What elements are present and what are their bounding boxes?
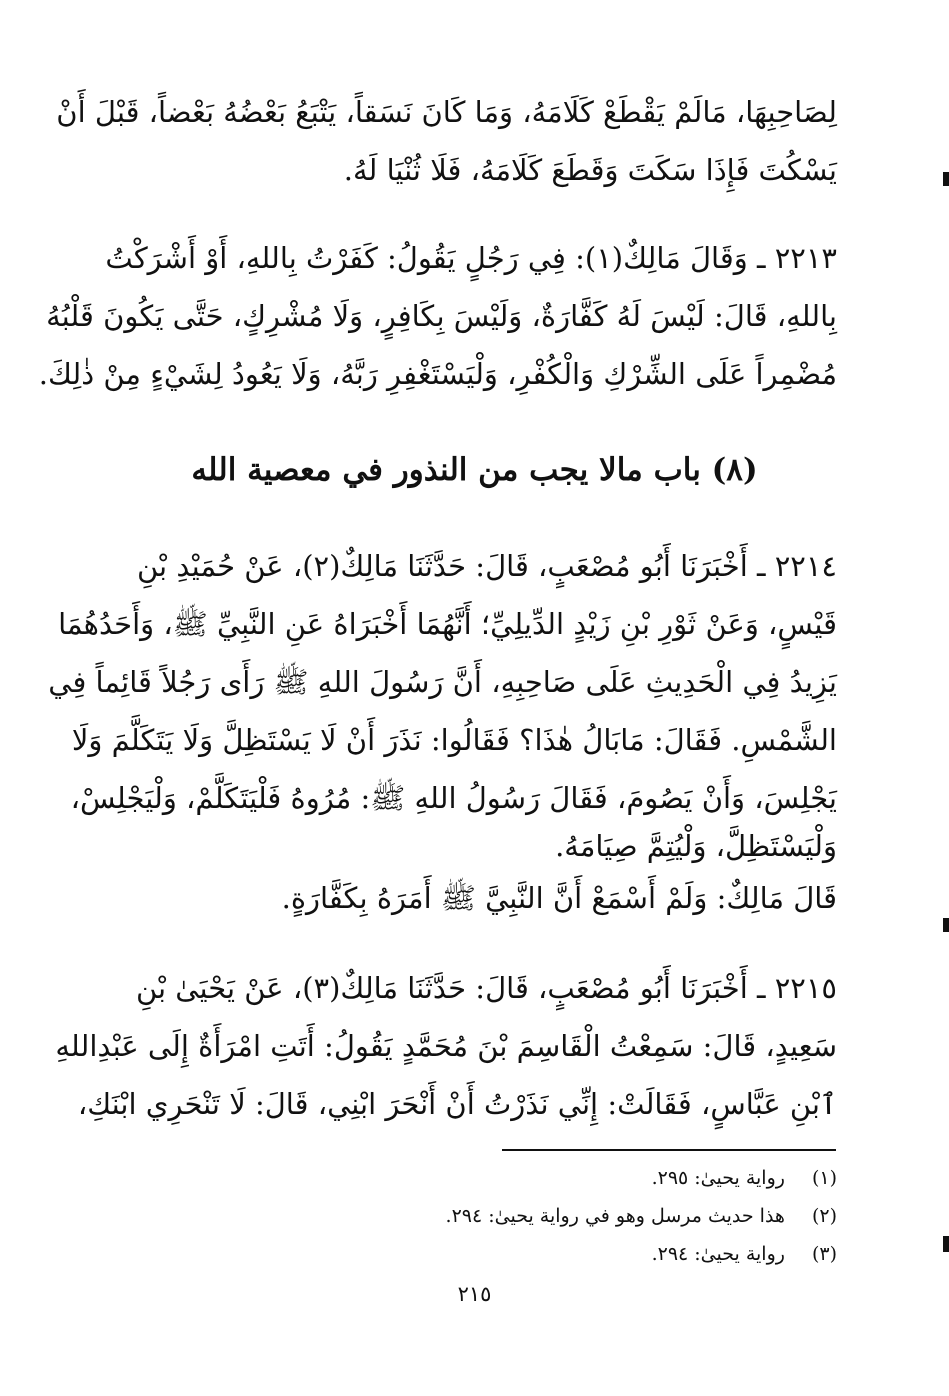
- body-line: قَالَ مَالِكٌ: وَلَمْ أَسْمَعْ أَنَّ النَّبِيَّ ﷺ أَمَرَهُ بِكَفَّارَةٍ.: [281, 881, 837, 915]
- body-line: وَلْيَسْتَظِلَّ، وَلْيُتِمَّ صِيَامَهُ.: [555, 829, 837, 863]
- body-line: يَزِيدُ فِي الْحَدِيثِ عَلَى صَاحِبِهِ، أَنَّ رَسُولَ اللهِ ﷺ رَأَى رَجُلاً قَائِماً فِي: [48, 665, 837, 699]
- body-line: قَيْسٍ، وَعَنْ ثَوْرِ بْنِ زَيْدٍ الدِّيلِيِّ؛ أَنَّهُمَا أَخْبَرَاهُ عَنِ النَّبِيِّ ﷺ، وَأَحَدُهُمَا: [58, 607, 837, 641]
- body-line: ٢٢١٤ ـ أَخْبَرَنَا أَبُو مُصْعَبٍ، قَالَ: حَدَّثَنَا مَالِكٌ(٢)، عَنْ حُمَيْدِ بْنِ: [136, 549, 837, 583]
- footnote-number: (٢): [811, 1205, 837, 1227]
- footnote-text: هذا حديث مرسل وهو في رواية يحيىٰ: ٢٩٤.: [445, 1205, 785, 1227]
- body-line: ٢٢١٥ ـ أَخْبَرَنَا أَبُو مُصْعَبٍ، قَالَ: حَدَّثَنَا مَالِكٌ(٣)، عَنْ يَحْيَىٰ بْنِ: [135, 971, 837, 1005]
- footnote: [121, 1236, 837, 1272]
- body-line: يَسْكُتَ فَإِذَا سَكَتَ وَقَطَعَ كَلَامَهُ، فَلَا ثُنْيَا لَهُ.: [343, 153, 837, 187]
- scan-edge-mark: [943, 918, 949, 932]
- body-line: مُضْمِراً عَلَى الشِّرْكِ وَالْكُفْرِ، وَلْيَسْتَغْفِرِ رَبَّهُ، وَلَا يَعُودُ لِشَيْءٍ مِنْ ذٰلِكَ.: [38, 357, 837, 391]
- footnote-text: رواية يحيىٰ: ٢٩٥.: [651, 1167, 785, 1189]
- footnote-text: رواية يحيىٰ: ٢٩٤.: [651, 1243, 785, 1265]
- footnote: [121, 1198, 837, 1234]
- scan-edge-mark: [943, 172, 949, 186]
- body-line: الشَّمْسِ. فَقَالَ: مَابَالُ هٰذَا؟ فَقَالُوا: نَذَرَ أَنْ لَا يَسْتَظِلَّ وَلَا يَتَكَلَّمَ وَلَا: [71, 723, 837, 757]
- body-line: لِصَاحِبِهَا، مَالَمْ يَقْطَعْ كَلَامَهُ، وَمَا كَانَ نَسَقاً، يَتْبَعُ بَعْضُهُ بَعْضاً، قَبْلَ أَنْ: [56, 95, 837, 129]
- footnote-number: (٣): [811, 1243, 837, 1265]
- body-line: ٱبْنِ عَبَّاسٍ، فَقَالَتْ: إِنِّي نَذَرْتُ أَنْ أَنْحَرَ ابْنِي، قَالَ: لَا تَنْحَرِي ابْنَكِ،: [77, 1087, 837, 1121]
- body-line: يَجْلِسَ، وَأَنْ يَصُومَ، فَقَالَ رَسُولُ اللهِ ﷺ: مُرُوهُ فَلْيَتَكَلَّمْ، وَلْيَجْلِسْ،: [70, 781, 837, 815]
- body-line: ٢٢١٣ ـ وَقَالَ مَالِكٌ(١): فِي رَجُلٍ يَقُولُ: كَفَرْتُ بِاللهِ، أَوْ أَشْرَكْتُ: [105, 241, 837, 275]
- section-heading: (٨) باب مالا يجب من النذور في معصية الله: [191, 452, 758, 488]
- footnote-separator: [502, 1149, 836, 1151]
- footnote: [121, 1160, 837, 1196]
- scan-edge-mark: [943, 1236, 949, 1252]
- page-number: ٢١٥: [457, 1282, 492, 1306]
- body-line: سَعِيدٍ، قَالَ: سَمِعْتُ الْقَاسِمَ بْنَ مُحَمَّدٍ يَقُولُ: أَتَتِ امْرَأَةٌ إِلَى عَبْدِاللهِ: [55, 1029, 837, 1063]
- body-line: بِاللهِ، قَالَ: لَيْسَ لَهُ كَفَّارَةٌ، وَلَيْسَ بِكَافِرٍ، وَلَا مُشْرِكٍ، حَتَّى يَكُونَ قَلْبُهُ: [46, 299, 837, 333]
- footnote-number: (١): [811, 1167, 837, 1189]
